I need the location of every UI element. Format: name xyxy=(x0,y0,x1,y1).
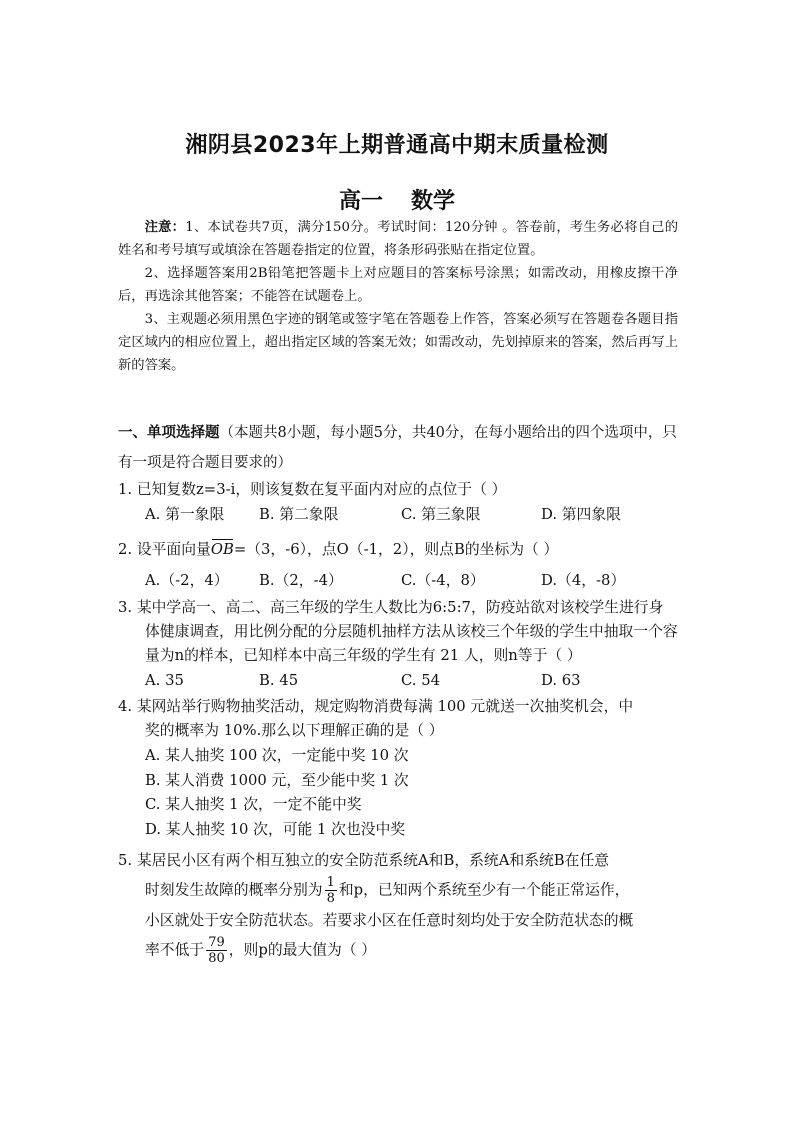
subject-label: 数学 xyxy=(411,189,456,214)
option-c: C.（-4，8） xyxy=(401,572,485,589)
option-a: A. 某人抽奖 100 次，一定能中奖 10 次 xyxy=(145,747,409,764)
exam-subtitle xyxy=(0,184,794,215)
option-b: B. 某人消费 1000 元，至少能中奖 1 次 xyxy=(145,771,409,789)
option-c: C. 第三象限 xyxy=(401,506,481,523)
question-4-options xyxy=(145,744,409,842)
notice-block xyxy=(118,216,678,377)
option-a: A. 第一象限 xyxy=(145,506,225,523)
notice-item-3: 3、主观题必须用黑色字迹的钢笔或签字笔在答题卷上作答，答案必须写在答题卷各题目指定区域内的相应位置上，超出指定区域的答案无效；如需改动，先划掉原来的答案，然后再写上新的答案。 xyxy=(118,312,678,373)
question-2: 2. 设平面向量OB=（3，-6），点O（-1，2），则点B的坐标为（ ） xyxy=(118,538,680,562)
section-title: 一、单项选择题 xyxy=(118,424,220,441)
option-b: B. 第二象限 xyxy=(259,506,339,523)
question-4: 4. 某网站举行购物抽奖活动，规定购物消费每满 100 元就送一次抽奖机会，中 奖的概率为 10%.那么以下理解正确的是（ ） xyxy=(118,698,634,739)
question-1-options xyxy=(145,503,665,527)
option-d: D. 63 xyxy=(541,672,581,689)
question-5: 5. 某居民小区有两个相互独立的安全防范系统A和B，系统A和系统B在任意 时刻发生故障的概率分别为 $\frac{1}{8}$ 和p，已知两个系统至少有一个能正常运作， 小区就处于安全防范状态。若要求小区在任意时刻均处于安全防范状态的概 率不低于 $\frac{79}{80}$ ，则p的最大值为（ ） xyxy=(118,852,634,966)
option-d: D. 第四象限 xyxy=(541,506,621,523)
fraction-79-80: $\frac{79}{80}$ xyxy=(208,935,225,966)
notice-item-1: 注意：1、本试卷共7页，满分150分。考试时间：120分钟 。答卷前，考生务必将自己的姓名和考号填写或填涂在答题卷指定的位置，将条形码张贴在指定位置。 xyxy=(118,220,679,258)
option-a: A. 35 xyxy=(145,672,184,689)
notice-item-2: 2、选择题答案用2B铅笔把答题卡上对应题目的答案标号涂黑；如需改动，用橡皮擦干净后，再选涂其他答案；不能答在试题卷上。 xyxy=(118,266,678,304)
question-3-options xyxy=(145,669,665,693)
notice-label: 注意： xyxy=(144,220,186,235)
exam-title: 湘阴县2023年上期普通高中期末质量检测 xyxy=(185,133,609,158)
option-c: C. 54 xyxy=(401,672,441,689)
option-b: B. 45 xyxy=(259,672,299,689)
fraction-1-8: $\frac{1}{8}$ xyxy=(326,875,335,906)
option-a: A.（-2，4） xyxy=(145,572,229,589)
question-2-options xyxy=(145,569,665,593)
question-1: 1. 已知复数z=3-i，则该复数在复平面内对应的点位于（ ） xyxy=(118,481,507,498)
option-b: B.（2，-4） xyxy=(259,572,343,589)
grade-label: 高一 xyxy=(338,189,383,214)
question-3: 3. 某中学高一、高二、高三年级的学生人数比为6:5:7，防疫站欲对该校学生进行身 体健康调查，用比例分配的分层随机抽样方法从该校三个年级的学生中抽取一个容 量为n的样本，已知样本中高三年级的学生有 21 人，则n等于（ ） xyxy=(118,599,678,664)
option-c: C. 某人抽奖 1 次，一定不能中奖 xyxy=(145,796,362,813)
option-d: D. 某人抽奖 10 次，可能 1 次也没中奖 xyxy=(145,820,406,838)
section-heading xyxy=(118,418,680,478)
option-d: D.（4，-8） xyxy=(541,572,626,589)
vector-ob: OB xyxy=(211,538,234,562)
section-instructions: （本题共8小题，每小题5分，共40分，在每小题给出的四个选项中，只有一项是符合题目要求的） xyxy=(118,425,677,471)
